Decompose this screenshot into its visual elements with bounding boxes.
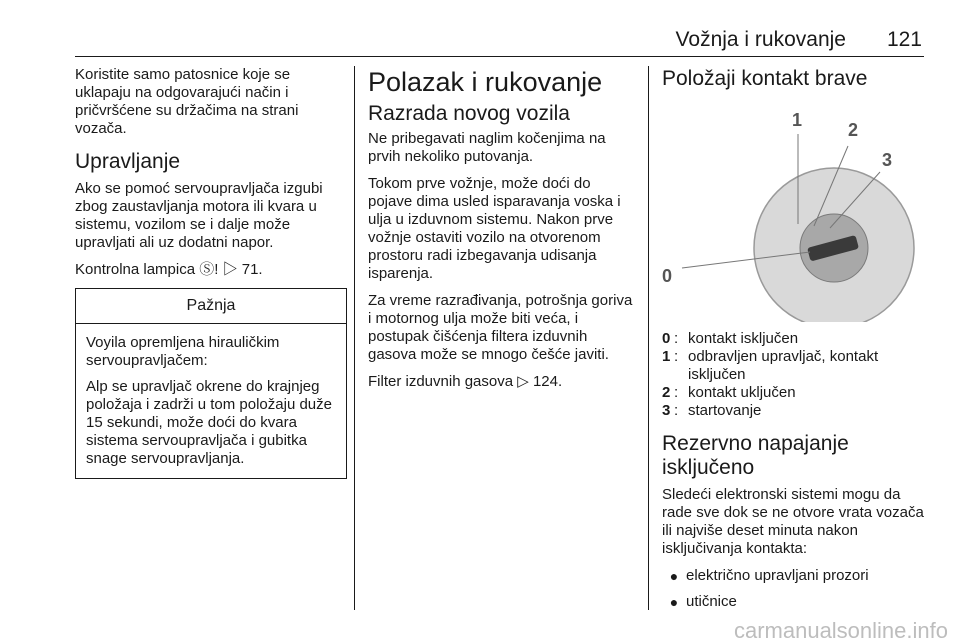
column-right: [662, 66, 927, 619]
figure-label-3: 3: [882, 150, 893, 170]
legend-row: [662, 348, 927, 384]
bullet-icon: ●: [669, 568, 679, 584]
list-item-text: utičnice: [686, 593, 737, 610]
warning-lamp-reference: Kontrolna lampica Ⓢ! ▷ 71.: [75, 261, 263, 278]
legend-text: kontakt isključen: [688, 330, 799, 347]
figure-label-2: 2: [848, 120, 859, 140]
column-divider: [354, 66, 355, 610]
body-paragraph: Tokom prve vožnje, može doći do pojave dima usled isparavanja voska i ulja u izduvnom sistemu. Nakon prve vožnje ostaviti vozilo na otvorenom prostoru radi izbegavanja udisanja isparenja.: [368, 175, 621, 282]
legend-row: [662, 330, 927, 348]
column-left: [75, 66, 347, 479]
watermark: carmanualsonline.info: [733, 618, 948, 643]
legend-key: 3: [662, 402, 671, 419]
page-header: [75, 28, 924, 54]
legend-key: 1: [662, 348, 671, 365]
filter-reference: Filter izduvnih gasova ▷ 124.: [368, 373, 563, 390]
list-item: [662, 593, 927, 611]
caution-paragraph: Voyila opremljena hirauličkim servoupravljačem:: [86, 334, 280, 369]
subsection-heading: Razrada novog vozila: [368, 102, 570, 125]
steering-paragraph: Ako se pomoć servoupravljača izgubi zbog zaustavljanja motora ili kvara u sistemu, vozilom se i dalje može upravljati ali uz dodatni napor.: [75, 180, 323, 251]
legend-text: odbravljen upravljač, kontakt isključen: [688, 348, 879, 383]
ignition-switch-figure: [662, 98, 927, 322]
list-item-text: električno upravljani prozori: [686, 567, 869, 584]
figure-label-1: 1: [792, 110, 803, 130]
legend-key: 0: [662, 330, 671, 347]
backup-power-heading: Rezervno napajanje isključeno: [662, 432, 849, 479]
caution-paragraph: Alp se upravljač okrene do krajnjeg položaja i zadrži u tom položaju duže 15 sekundi, može doći do kvara sistema servoupravljača i gubitka snage servoupravljanja.: [86, 378, 332, 467]
steering-heading: Upravljanje: [75, 150, 181, 173]
legend-key: 2: [662, 384, 671, 401]
bullet-list: [662, 567, 927, 611]
section-heading: Polazak i rukovanje: [368, 67, 603, 97]
legend-text: startovanje: [688, 402, 762, 419]
legend-row: [662, 402, 927, 420]
column-middle: [368, 66, 638, 400]
legend-separator: :: [674, 384, 679, 401]
legend-text: kontakt uključen: [688, 384, 796, 401]
bullet-icon: ●: [669, 594, 679, 610]
header-rule: [75, 56, 924, 57]
caution-title: Pažnja: [76, 289, 346, 324]
backup-power-paragraph: Sledeći elektronski sistemi mogu da rade sve dok se ne otvore vrata vozača ili najviše deset minuta nakon isključivanja kontakta:: [662, 486, 924, 557]
header-title: Vožnja i rukovanje: [675, 28, 846, 51]
legend-separator: :: [674, 348, 679, 365]
position-legend: [662, 330, 927, 420]
page-number: 121: [886, 28, 922, 51]
ignition-heading: Položaji kontakt brave: [662, 67, 868, 90]
legend-row: [662, 384, 927, 402]
caution-box: [75, 288, 347, 479]
list-item: [662, 567, 927, 585]
body-paragraph: Ne pribegavati naglim kočenjima na prvih nekoliko putovanja.: [368, 130, 606, 165]
legend-separator: :: [674, 402, 679, 419]
figure-label-0: 0: [662, 266, 673, 286]
intro-paragraph: Koristite samo patosnice koje se uklapaju na odgovarajući način i pričvršćene su držačima na strani vozača.: [75, 66, 299, 137]
column-divider: [648, 66, 649, 610]
body-paragraph: Za vreme razrađivanja, potrošnja goriva i motornog ulja može biti veća, i postupak čišćenja filtera izduvnih gasova može se mnogo češće javiti.: [368, 292, 633, 363]
legend-separator: :: [674, 330, 679, 347]
